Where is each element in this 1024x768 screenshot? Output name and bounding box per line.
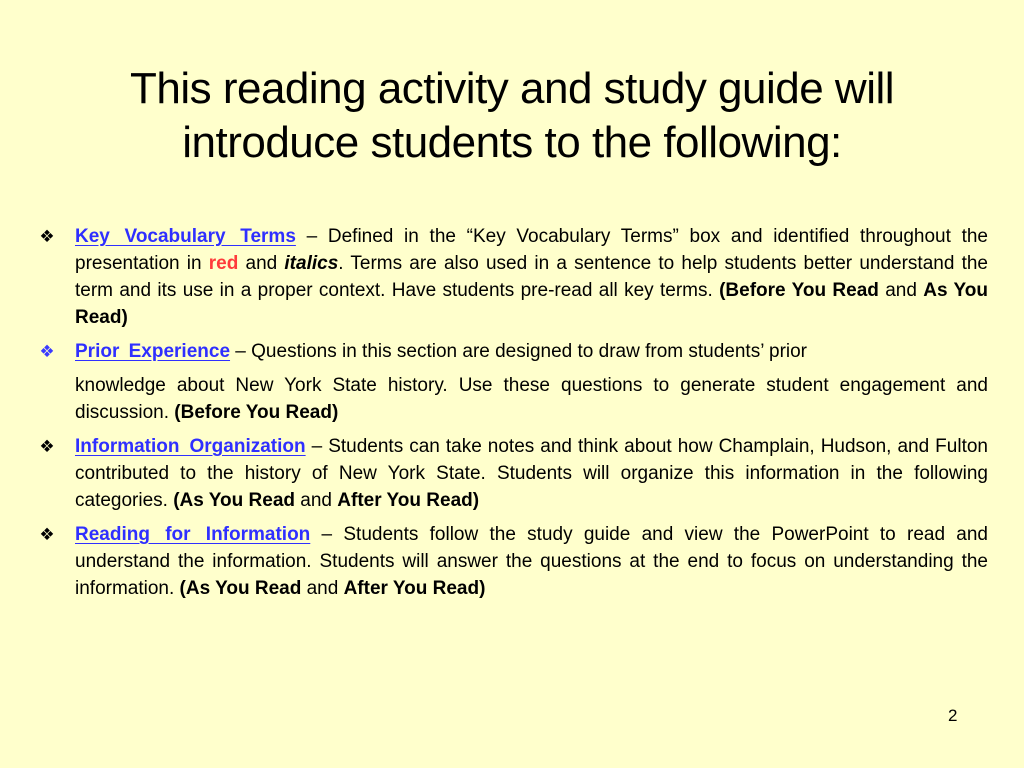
item-text: and bbox=[301, 578, 344, 599]
reading-stage-label: After You Read) bbox=[337, 490, 480, 511]
bullet-list bbox=[36, 223, 988, 609]
reading-stage-label: (Before You Read) bbox=[174, 402, 339, 423]
item-text: and bbox=[295, 490, 338, 511]
reading-stage-label: After You Read) bbox=[343, 578, 486, 599]
reading-stage-label: (As You Read bbox=[179, 578, 302, 599]
list-item-information-organization bbox=[36, 433, 988, 514]
item-text: – Students can take notes and think about how Champlain, Hudson, and Fulton contributed to the history of New York State. Students will organize this information in the following categories. bbox=[75, 436, 988, 511]
reading-for-information-link[interactable]: Reading for Information bbox=[75, 524, 311, 545]
title-line-2: introduce students to the following: bbox=[182, 118, 842, 167]
list-item-key-vocabulary bbox=[36, 223, 988, 331]
diamond-bullet-icon: ❖ bbox=[39, 227, 55, 246]
page-number: 2 bbox=[948, 706, 958, 725]
diamond-bullet-icon: ❖ bbox=[39, 525, 55, 544]
italics-word: italics bbox=[284, 253, 339, 274]
slide-title bbox=[60, 62, 964, 170]
item-text: – Defined in the “Key Vocabulary Terms” box and identified throughout the presentation in bbox=[75, 226, 988, 274]
diamond-bullet-icon: ❖ bbox=[39, 342, 55, 361]
item-text: and bbox=[878, 280, 924, 301]
reading-stage-label: As You Read) bbox=[75, 280, 988, 328]
prior-experience-link[interactable]: Prior Experience bbox=[75, 341, 231, 362]
line-gap bbox=[75, 365, 988, 372]
list-item-reading-for-information bbox=[36, 521, 988, 602]
diamond-bullet-icon: ❖ bbox=[39, 437, 55, 456]
item-text: and bbox=[238, 253, 285, 274]
red-word: red bbox=[208, 253, 239, 274]
item-text: . Terms are also used in a sentence to help students better understand the term and its use in a proper context. Have students pre-read all key terms. bbox=[75, 253, 988, 301]
list-item-prior-experience bbox=[36, 338, 988, 426]
key-vocabulary-terms-link[interactable]: Key Vocabulary Terms bbox=[75, 226, 296, 247]
reading-stage-label: (Before You Read bbox=[719, 280, 879, 301]
title-line-1: This reading activity and study guide will bbox=[129, 64, 895, 113]
item-text: – Questions in this section are designed to draw from students’ prior bbox=[230, 341, 808, 362]
information-organization-link[interactable]: Information Organization bbox=[75, 436, 306, 457]
item-text: – Students follow the study guide and view the PowerPoint to read and understand the information. Students will answer the questions at the end to focus on understanding the information. bbox=[75, 524, 988, 599]
item-text: knowledge about New York State history. Use these questions to generate student engagement and discussion. bbox=[75, 375, 988, 423]
reading-stage-label: (As You Read bbox=[173, 490, 295, 511]
